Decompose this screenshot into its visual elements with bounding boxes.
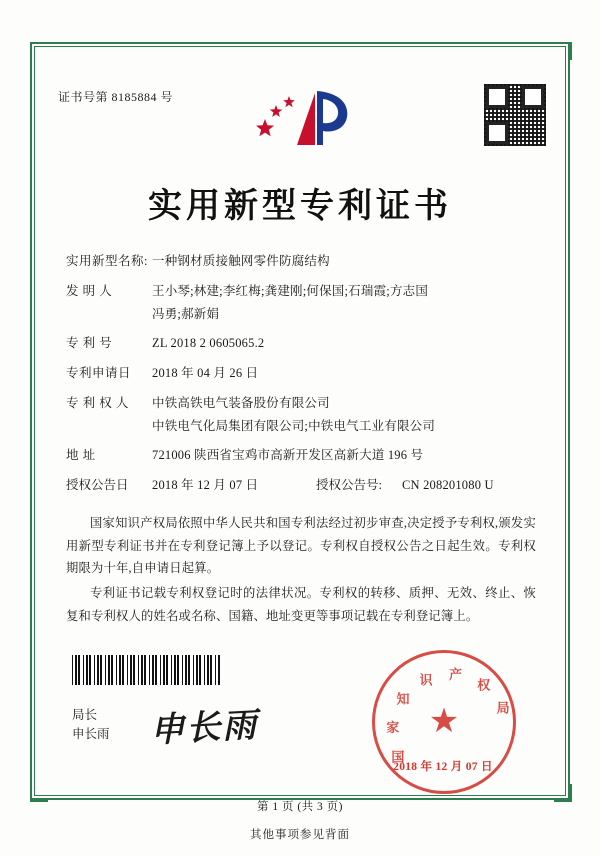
field-address — [66, 446, 536, 465]
page-number: 第 1 页 (共 3 页) — [256, 801, 344, 813]
field-grant-number — [316, 476, 536, 495]
grant-date-value: 2018 年 12 月 07 日 — [152, 478, 259, 492]
inventor-value-line2: 冯勇;郝新娟 — [152, 306, 220, 321]
legal-paragraph-1: 国家知识产权局依照中华人民共和国专利法经过初步审查,决定授予专利权,颁发实用新型专利证书并在专利登记簿上予以登记。专利权自授权公告之日起生效。专利权期限为十年,自申请日起算。 — [66, 516, 536, 576]
legal-paragraph-2: 专利证书记载专利权登记时的法律状况。专利权的转移、质押、无效、终止、恢复和专利权人的姓名或名称、国籍、地址变更等事项记载在专利登记簿上。 — [66, 586, 536, 623]
inventor-label: 发 明 人 — [66, 283, 113, 298]
application-date-value: 2018 年 04 月 26 日 — [152, 366, 259, 380]
director-label: 局长 — [72, 708, 98, 722]
address-label: 地 址 — [66, 448, 96, 463]
grant-date-label: 授权公告日 — [66, 478, 129, 492]
patent-name-label: 实用新型名称: — [66, 254, 148, 268]
field-patent-number — [66, 334, 536, 353]
patent-number-label: 专 利 号 — [66, 336, 113, 351]
field-patentee-cont — [66, 417, 536, 436]
seal-star-icon: ★ — [428, 703, 460, 740]
patent-name-value: 一种钢材质接触网零件防腐结构 — [152, 254, 330, 268]
grant-number-value: CN 208201080 U — [402, 478, 494, 492]
footer-note: 其他事项参见背面 — [250, 829, 350, 841]
seal-ring-text: 国 家 知 识 产 权 局 — [386, 667, 510, 765]
cnipa-logo-icon — [0, 80, 600, 158]
barcode-icon — [72, 655, 220, 685]
field-patent-name — [66, 252, 536, 271]
field-inventor — [66, 282, 536, 301]
field-list — [66, 252, 536, 506]
director-name: 申长雨 — [72, 727, 110, 742]
grant-number-label: 授权公告号: — [316, 478, 382, 492]
seal-date: 2018 年 12 月 07 日 — [393, 761, 493, 773]
field-patentee — [66, 394, 536, 413]
field-inventor-cont — [66, 305, 536, 324]
page-title: 实用新型专利证书 — [148, 188, 452, 225]
corner-ornament-top-left — [30, 42, 48, 60]
patent-number-value: ZL 2018 2 0605065.2 — [152, 336, 265, 351]
application-date-label: 专利申请日 — [66, 366, 132, 380]
legal-text-block — [66, 512, 536, 630]
inventor-value-line1: 王小琴;林建;李红梅;龚建刚;何保国;石瑞霞;方志国 — [152, 283, 429, 298]
field-application-date — [66, 364, 536, 383]
director-signature-block — [72, 706, 110, 745]
patentee-value-line2: 中铁电气化局集团有限公司;中铁电气工业有限公司 — [152, 418, 436, 433]
patentee-value-line1: 中铁高铁电气装备股份有限公司 — [152, 395, 330, 410]
corner-ornament-top-right — [554, 42, 572, 60]
certificate-number: 证书号第 8185884 号 — [58, 90, 174, 104]
field-grant-row — [66, 476, 536, 495]
patentee-label: 专 利 权 人 — [66, 395, 129, 410]
handwritten-signature: 申长雨 — [149, 707, 260, 750]
field-grant-date — [66, 476, 316, 495]
address-value: 721006 陕西省宝鸡市高新开发区高新大道 196 号 — [152, 448, 424, 463]
